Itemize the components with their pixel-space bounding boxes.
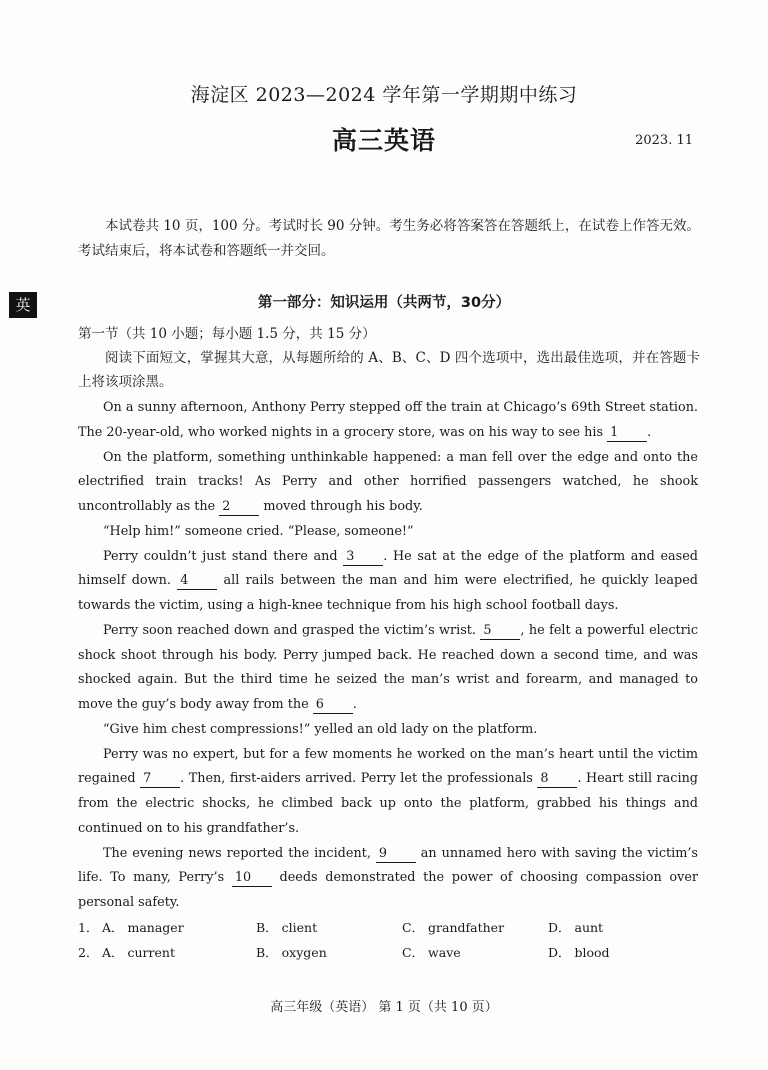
blank-10: 10 <box>232 870 272 887</box>
blank-2: 2 <box>219 499 259 516</box>
passage-text: deeds demonstrated the power of choosing compassion over personal safety. <box>78 870 699 910</box>
passage-text: Perry was no expert, but for a few moments he worked on the man’s heart until the victim regained <box>78 746 698 787</box>
option-d: D． aunt <box>548 920 604 935</box>
paragraph-5 <box>78 619 698 718</box>
passage-text: On the platform, something unthinkable happened: a man fell over the edge and onto the electrified train tracks! As Perry and other horrified passengers watched, he shook uncontrollably as the <box>78 449 698 514</box>
section-instruction: 阅读下面短文，掌握其大意，从每题所给的 A、B、C、D 四个选项中，选出最佳选项，并在答题卡上将该项涂黑。 <box>78 350 700 390</box>
paragraph-8 <box>78 842 698 916</box>
passage-text: The evening news reported the incident, <box>103 845 376 861</box>
passage-text: moved through his body. <box>259 499 423 514</box>
blank-5: 5 <box>480 623 520 640</box>
paragraph-2 <box>78 446 698 520</box>
passage-text: On a sunny afternoon, Anthony Perry stepped off the train at Chicago’s 69th Street station. The 20-year-old, who worked nights in a grocery store, was on his way to see his <box>78 400 698 440</box>
passage-text: . Heart still racing from the electric shocks, he climbed back up onto the platform, grabbed his things and continued on to his grandfather’s. <box>78 771 698 836</box>
option-a: A． current <box>102 945 175 960</box>
passage-text: all rails between the man and him were electrified, he quickly leaped towards the victim, using a high-knee technique from his high school football days. <box>78 573 699 613</box>
paragraph-1 <box>78 396 698 446</box>
subject-title: 高三英语 <box>331 126 436 155</box>
section-heading: 第一节（共 10 小题；每小题 1.5 分，共 15 分） <box>78 326 376 342</box>
passage-text: Perry soon reached down and grasped the victim’s wrist. <box>103 622 481 638</box>
option-row-1 <box>78 918 700 943</box>
blank-8: 8 <box>537 771 577 788</box>
blank-7: 7 <box>140 771 180 788</box>
blank-1: 1 <box>607 425 647 442</box>
blank-9: 9 <box>376 846 416 863</box>
passage-text: Perry couldn’t just stand there and <box>103 548 344 564</box>
option-c: C． grandfather <box>402 920 505 935</box>
exam-date: 2023. 11 <box>635 133 693 148</box>
option-b: B． client <box>256 920 318 935</box>
passage-text: , he felt a powerful electric shock shoot through his body. Perry jumped back. He reached down a second time, and was shocked again. But the third time he seized the man’s wrist and forearm, and managed to move the guy’s body away from the <box>78 622 699 712</box>
option-row-2 <box>78 943 700 968</box>
part-heading: 第一部分：知识运用（共两节，30分） <box>257 295 511 311</box>
blank-3: 3 <box>343 549 383 566</box>
passage-text: . <box>647 424 652 440</box>
paragraph-7 <box>78 743 698 842</box>
paragraph-3: “Help him!” someone cried. “Please, someone!” <box>103 523 414 539</box>
passage-text: an unnamed hero with saving the victim’s life. To many, Perry’s <box>78 845 698 886</box>
option-a: A． manager <box>102 920 184 935</box>
paragraph-4 <box>78 545 698 619</box>
answer-options <box>78 918 700 968</box>
question-number: 2． <box>78 945 99 960</box>
subject-side-tab: 英 <box>9 292 37 318</box>
passage-text: . <box>352 697 357 712</box>
passage-text: . He sat at the edge of the platform and eased himself down. <box>78 548 699 589</box>
passage-text: . Then, first-aiders arrived. Perry let the professionals <box>180 771 538 787</box>
blank-6: 6 <box>313 697 353 714</box>
question-number: 1． <box>78 920 99 935</box>
option-b: B． oxygen <box>256 945 327 960</box>
option-c: C． wave <box>402 945 461 960</box>
paragraph-6: “Give him chest compressions!” yelled an old lady on the platform. <box>103 721 538 737</box>
exam-title: 海淀区 2023—2024 学年第一学期期中练习 <box>190 84 578 106</box>
page-footer: 高三年级（英语） 第 1 页（共 10 页） <box>270 1000 498 1015</box>
passage <box>78 396 698 916</box>
exam-instructions: 本试卷共 10 页，100 分。考试时长 90 分钟。考生务必将答案答在答题纸上，在试卷上作答无效。考试结束后，将本试卷和答题纸一并交回。 <box>78 218 700 259</box>
option-d: D． blood <box>548 945 610 960</box>
blank-4: 4 <box>177 573 217 590</box>
